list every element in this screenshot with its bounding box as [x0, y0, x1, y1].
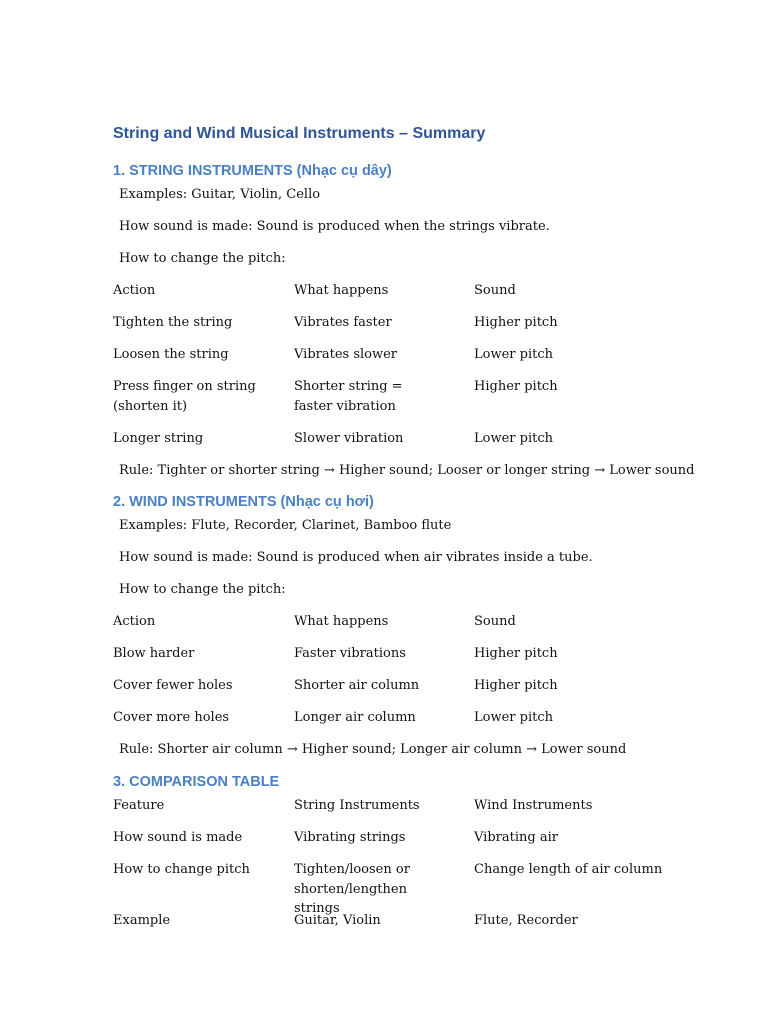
table-header-cell: Wind Instruments: [474, 798, 593, 813]
table-cell: Change length of air column: [474, 862, 663, 877]
table-cell: Example: [113, 913, 171, 928]
section-2-rule: Rule: Shorter air column → Higher sound; Longer air column → Lower sound: [119, 742, 627, 757]
section-2-how-made: How sound is made: Sound is produced when air vibrates inside a tube.: [119, 550, 593, 565]
table-cell: Tighten/loosen or shorten/lengthen strings: [294, 862, 410, 916]
table-cell: Longer string: [113, 431, 204, 446]
table-cell: How to change pitch: [113, 862, 250, 877]
table-cell: Higher pitch: [474, 678, 558, 693]
table-header-cell: What happens: [294, 614, 389, 629]
section-1-how-pitch: How to change the pitch:: [119, 251, 286, 266]
table-cell: Flute, Recorder: [474, 913, 578, 928]
table-cell: Higher pitch: [474, 379, 558, 394]
table-cell: Lower pitch: [474, 431, 553, 446]
table-cell: Tighten the string: [113, 315, 233, 330]
table-cell: Shorter string = faster vibration: [294, 379, 403, 414]
table-cell: Vibrating air: [474, 830, 558, 845]
table-header-cell: Action: [113, 614, 156, 629]
section-2-examples: Examples: Flute, Recorder, Clarinet, Bamboo flute: [119, 518, 452, 533]
table-cell: Vibrating strings: [294, 830, 406, 845]
table-cell: Faster vibrations: [294, 646, 406, 661]
table-cell: Vibrates slower: [294, 347, 398, 362]
table-cell: Press finger on string (shorten it): [113, 379, 256, 414]
table-cell: Loosen the string: [113, 347, 229, 362]
table-header-cell: Action: [113, 283, 156, 298]
table-header-cell: Feature: [113, 798, 165, 813]
table-cell: Cover fewer holes: [113, 678, 233, 693]
table-cell: Vibrates faster: [294, 315, 392, 330]
table-cell: Lower pitch: [474, 710, 553, 725]
table-cell: Lower pitch: [474, 347, 553, 362]
table-cell: Slower vibration: [294, 431, 404, 446]
table-cell: Higher pitch: [474, 646, 558, 661]
section-1-how-made: How sound is made: Sound is produced when the strings vibrate.: [119, 219, 550, 234]
table-cell: Higher pitch: [474, 315, 558, 330]
table-header-cell: Sound: [474, 614, 516, 629]
table-cell: Cover more holes: [113, 710, 230, 725]
table-cell: Guitar, Violin: [294, 913, 381, 928]
section-1-rule: Rule: Tighter or shorter string → Higher sound; Looser or longer string → Lower sound: [119, 463, 695, 478]
table-header-cell: What happens: [294, 283, 389, 298]
section-2-how-pitch: How to change the pitch:: [119, 582, 286, 597]
table-cell: How sound is made: [113, 830, 243, 845]
table-cell: Blow harder: [113, 646, 195, 661]
section-2-heading: 2. WIND INSTRUMENTS (Nhạc cụ hơi): [113, 494, 374, 510]
table-cell: Longer air column: [294, 710, 416, 725]
section-1-examples: Examples: Guitar, Violin, Cello: [119, 187, 321, 202]
table-header-cell: String Instruments: [294, 798, 420, 813]
section-3-heading: 3. COMPARISON TABLE: [113, 774, 280, 790]
table-header-cell: Sound: [474, 283, 516, 298]
section-1-heading: 1. STRING INSTRUMENTS (Nhạc cụ dây): [113, 163, 392, 179]
table-cell: Shorter air column: [294, 678, 420, 693]
document-title: String and Wind Musical Instruments – Summary: [113, 125, 486, 142]
